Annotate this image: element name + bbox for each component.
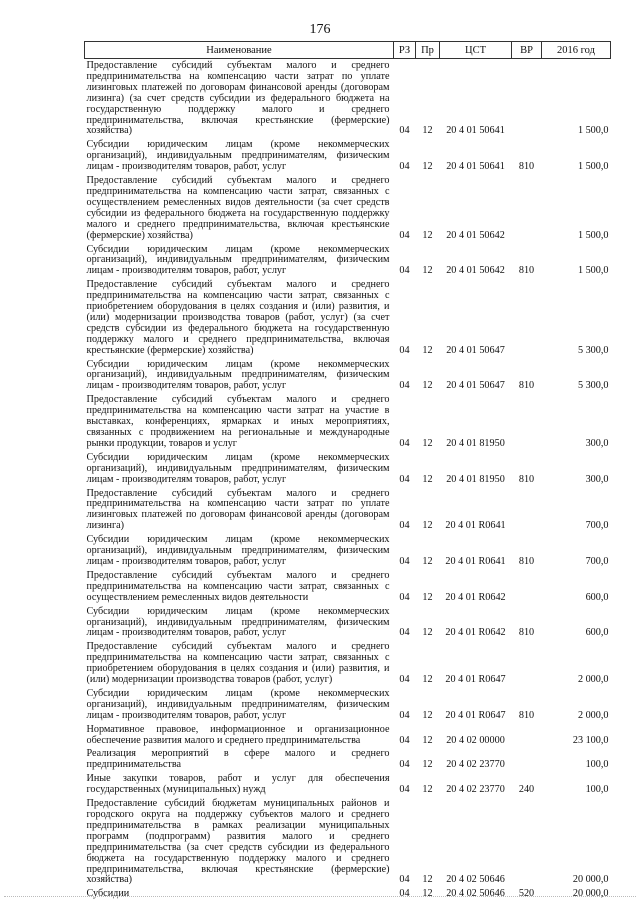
row-rz: 04 [399, 591, 410, 603]
table-row [85, 605, 611, 641]
row-vr: 810 [518, 161, 535, 173]
row-rz: 04 [399, 437, 410, 449]
row-cst: 20 4 01 R0641 [445, 555, 506, 567]
row-name: Предоставление субсидий субъектам малого и среднего предпринимательства на компенсацию части затрат по уплате лизинговых платежей по договорам финансовой аренды (договорам лизинга) (за счет средств субсидии из федерального бюджета на государственную поддержку малого и среднего предпринимательства, включая крестьянские (фермерские) хозяйства) [86, 60, 390, 137]
row-pr: 12 [422, 591, 433, 603]
header-rz: РЗ [394, 42, 416, 59]
row-amount: 1 500,0 [577, 265, 609, 277]
row-rz: 04 [399, 125, 410, 137]
row-name: Предоставление субсидий бюджетам муниципальных районов и городского округа на поддержку субъектов малого и среднего предпринимательства в рамках реализации муниципальных программ (подпрограмм) развития малого и среднего предпринимательства (за счет средств субсидии из федерального бюджета на государственную поддержку малого и среднего предпринимательства, включая крестьянские (фермерские) хозяйства) [86, 798, 390, 886]
table-row [85, 533, 611, 569]
row-pr: 12 [422, 784, 433, 796]
row-vr [512, 640, 542, 687]
header-year: 2016 год [542, 42, 611, 59]
row-name: Субсидии юридическим лицам (кроме некоммерческих организаций), индивидуальным предпринимателям, физическим лицам - производителям товаров, работ, услуг [86, 243, 390, 277]
row-pr: 12 [422, 473, 433, 485]
row-rz: 04 [399, 555, 410, 567]
budget-table [84, 41, 611, 901]
row-rz: 04 [399, 734, 410, 746]
row-name: Нормативное правовое, информационное и организационное обеспечение развития малого и среднего предпринимательства [86, 723, 390, 746]
row-vr: 810 [518, 709, 535, 721]
row-rz: 04 [399, 874, 410, 886]
row-amount: 700,0 [585, 555, 609, 567]
row-cst: 20 4 01 50642 [446, 265, 505, 277]
row-cst: 20 4 01 50641 [446, 161, 505, 173]
row-pr: 12 [422, 709, 433, 721]
row-amount: 20 000,0 [572, 874, 609, 886]
header-vr: ВР [512, 42, 542, 59]
row-amount: 20 000,0 [572, 888, 609, 900]
row-cst: 20 4 02 23770 [446, 784, 505, 796]
row-name: Субсидии юридическим лицам (кроме некоммерческих организаций), индивидуальным предпринимателям, физическим лицам - производителям товаров, работ, услуг [86, 358, 390, 392]
header-pr: Пр [416, 42, 440, 59]
row-pr: 12 [422, 874, 433, 886]
row-rz: 04 [399, 229, 410, 241]
table-row [85, 174, 611, 242]
row-cst: 20 4 01 81950 [446, 473, 505, 485]
table-row [85, 243, 611, 279]
table-row [85, 569, 611, 605]
row-cst: 20 4 01 R0642 [445, 627, 506, 639]
table-row [85, 887, 611, 901]
row-amount: 2 000,0 [577, 674, 609, 686]
row-vr: 810 [518, 473, 535, 485]
row-name: Иные закупки товаров, работ и услуг для обеспечения государственных (муниципальных) нужд [86, 773, 390, 796]
row-vr [512, 797, 542, 887]
row-vr: 810 [518, 380, 535, 392]
row-name: Предоставление субсидий субъектам малого и среднего предпринимательства на компенсацию части затрат, связанных с приобретением оборудования в целях создания и (или) развития, и (или) модернизации производства товаров (работ, услуг) (за счет средств субсидии из федерального бюджета на государственную поддержку малого и среднего предпринимательства, включая крестьянские (фермерские) хозяйства) [86, 279, 390, 356]
table-row [85, 747, 611, 772]
row-pr: 12 [422, 437, 433, 449]
row-rz: 04 [399, 520, 410, 532]
row-pr: 12 [422, 888, 433, 900]
row-name: Субсидии юридическим лицам (кроме некоммерческих организаций), индивидуальным предпринимателям, физическим лицам - производителям товаров, работ, услуг [86, 605, 390, 639]
row-rz: 04 [399, 888, 410, 900]
row-name: Субсидии юридическим лицам (кроме некоммерческих организаций), индивидуальным предпринимателям, физическим лицам - производителям товаров, работ, услуг [86, 139, 390, 173]
row-name: Предоставление субсидий субъектам малого и среднего предпринимательства на компенсацию части затрат на участие в выставках, конференциях, ярмарках и иных мероприятиях, связанных с продвижением на региональные и международные рынки продукции, товаров и услуг [86, 394, 390, 449]
row-vr: 520 [518, 888, 535, 900]
row-vr [512, 59, 542, 139]
row-cst: 20 4 01 50642 [446, 229, 505, 241]
row-vr [512, 569, 542, 605]
row-cst: 20 4 01 81950 [446, 437, 505, 449]
row-cst: 20 4 01 50647 [446, 344, 505, 356]
row-vr [512, 487, 542, 534]
row-amount: 700,0 [585, 520, 609, 532]
row-rz: 04 [399, 709, 410, 721]
row-pr: 12 [422, 265, 433, 277]
table-row [85, 487, 611, 534]
row-vr [512, 174, 542, 242]
row-name: Предоставление субсидий субъектам малого и среднего предпринимательства на компенсацию части затрат, связанных с приобретением оборудования в целях создания и (или) развития, и (или) модернизации производства товаров (работ, услуг) [86, 641, 390, 686]
row-vr [512, 723, 542, 748]
row-cst: 20 4 01 50647 [446, 380, 505, 392]
row-cst: 20 4 02 00000 [446, 734, 505, 746]
row-vr: 810 [518, 627, 535, 639]
table-row [85, 797, 611, 887]
header-name: Наименование [85, 42, 394, 59]
header-cst: ЦСТ [440, 42, 512, 59]
row-name: Субсидии юридическим лицам (кроме некоммерческих организаций), индивидуальным предпринимателям, физическим лицам - производителям товаров, работ, услуг [86, 687, 390, 721]
row-rz: 04 [399, 759, 410, 771]
row-vr: 810 [518, 265, 535, 277]
row-rz: 04 [399, 784, 410, 796]
row-rz: 04 [399, 674, 410, 686]
table-row [85, 723, 611, 748]
row-rz: 04 [399, 161, 410, 173]
row-amount: 100,0 [585, 784, 609, 796]
row-name: Предоставление субсидий субъектам малого и среднего предпринимательства на компенсацию части затрат, связанных с осуществлением ремесленных видов деятельности (за счет средств субсидии из федерального бюджета на государственную поддержку малого и среднего предпринимательства, включая крестьянские (фермерские) хозяйства) [86, 175, 390, 241]
row-amount: 600,0 [585, 591, 609, 603]
row-pr: 12 [422, 161, 433, 173]
row-amount: 100,0 [585, 759, 609, 771]
row-vr [512, 747, 542, 772]
row-cst: 20 4 02 50646 [446, 888, 505, 900]
row-pr: 12 [422, 555, 433, 567]
table-row [85, 278, 611, 357]
row-amount: 300,0 [585, 437, 609, 449]
row-name: Субсидии юридическим лицам (кроме некоммерческих организаций), индивидуальным предпринимателям, физическим лицам - производителям товаров, работ, услуг [86, 451, 390, 485]
row-amount: 600,0 [585, 627, 609, 639]
row-pr: 12 [422, 520, 433, 532]
row-amount: 1 500,0 [577, 161, 609, 173]
table-header [85, 42, 611, 59]
page-number: 176 [309, 22, 331, 37]
table-row [85, 451, 611, 487]
row-amount: 1 500,0 [577, 229, 609, 241]
table-row [85, 358, 611, 394]
row-cst: 20 4 01 R0647 [445, 674, 506, 686]
row-vr [512, 393, 542, 451]
row-amount: 5 300,0 [577, 380, 609, 392]
row-rz: 04 [399, 627, 410, 639]
row-amount: 2 000,0 [577, 709, 609, 721]
row-name: Реализация мероприятий в сфере малого и среднего предпринимательства [86, 748, 390, 771]
row-name: Предоставление субсидий субъектам малого и среднего предпринимательства на компенсацию части затрат, связанных с осуществлением ремесленных видов деятельности [86, 569, 390, 603]
table-row [85, 640, 611, 687]
row-cst: 20 4 02 50646 [446, 874, 505, 886]
table-row [85, 687, 611, 723]
row-pr: 12 [422, 229, 433, 241]
row-pr: 12 [422, 627, 433, 639]
row-amount: 300,0 [585, 473, 609, 485]
row-amount: 1 500,0 [577, 125, 609, 137]
row-rz: 04 [399, 344, 410, 356]
table-row [85, 393, 611, 451]
table-row [85, 138, 611, 174]
row-name: Субсидии юридическим лицам (кроме некоммерческих организаций), индивидуальным предпринимателям, физическим лицам - производителям товаров, работ, услуг [86, 534, 390, 567]
row-amount: 5 300,0 [577, 344, 609, 356]
row-name: Предоставление субсидий субъектам малого и среднего предпринимательства на компенсацию части затрат по уплате лизинговых платежей по договорам финансовой аренды (договорам лизинга) [86, 487, 390, 532]
row-pr: 12 [422, 734, 433, 746]
row-cst: 20 4 01 R0641 [445, 520, 506, 532]
row-rz: 04 [399, 265, 410, 277]
row-cst: 20 4 01 R0647 [445, 709, 506, 721]
row-pr: 12 [422, 674, 433, 686]
row-vr: 810 [518, 555, 535, 567]
table-row [85, 772, 611, 797]
row-vr: 240 [518, 784, 535, 796]
row-vr [512, 278, 542, 357]
row-cst: 20 4 01 50641 [446, 125, 505, 137]
row-cst: 20 4 02 23770 [446, 759, 505, 771]
row-rz: 04 [399, 473, 410, 485]
row-pr: 12 [422, 125, 433, 137]
row-pr: 12 [422, 380, 433, 392]
row-pr: 12 [422, 759, 433, 771]
row-cst: 20 4 01 R0642 [445, 591, 506, 603]
row-rz: 04 [399, 380, 410, 392]
table-row [85, 59, 611, 139]
row-amount: 23 100,0 [572, 734, 609, 746]
row-pr: 12 [422, 344, 433, 356]
row-name: Субсидии [86, 888, 130, 900]
page-bottom-rule [4, 896, 636, 897]
